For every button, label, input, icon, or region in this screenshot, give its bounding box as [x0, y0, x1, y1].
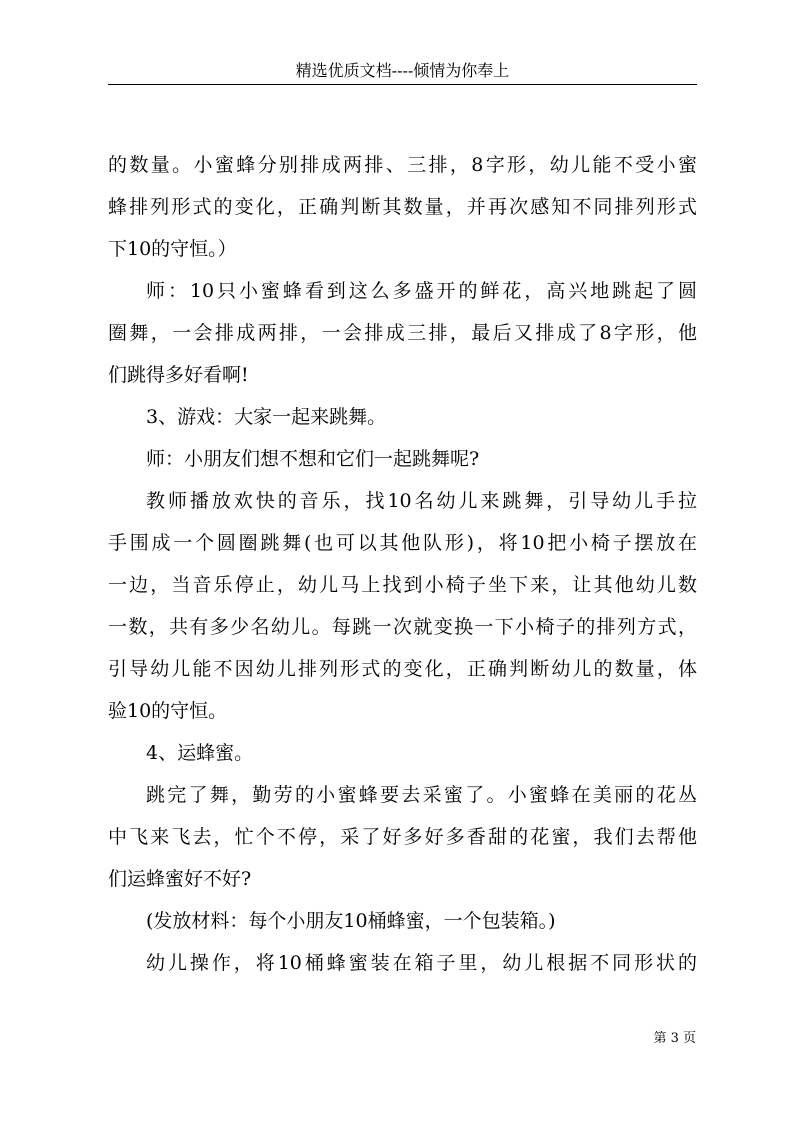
- body-line-17: 中飞来飞去，忙个不停，采了好多好多香甜的花蜜，我们去帮他: [108, 826, 697, 848]
- body-line-10: 手围成一个圆圈跳舞(也可以其他队形)，将10把小椅子摆放在: [108, 532, 697, 554]
- section-heading-game: 3、游戏：大家一起来跳舞。: [146, 406, 387, 428]
- page-number: 第 3 页: [653, 1031, 696, 1046]
- body-line-14: 验10的守恒。: [108, 700, 228, 722]
- body-line-11: 一边，当音乐停止，幼儿马上找到小椅子坐下来，让其他幼儿数: [108, 574, 697, 596]
- body-line-18: 们运蜂蜜好不好?: [108, 868, 252, 890]
- body-line-19: (发放材料：每个小朋友10桶蜂蜜，一个包装箱。): [146, 910, 556, 932]
- body-line-9: 教师播放欢快的音乐，找10名幼儿来跳舞，引导幼儿手拉: [146, 490, 697, 512]
- body-line-8: 师：小朋友们想不想和它们一起跳舞呢?: [146, 448, 480, 470]
- body-line-12: 一数，共有多少名幼儿。每跳一次就变换一下小椅子的排列方式，: [108, 616, 697, 638]
- body-line-5: 圈舞，一会排成两排，一会排成三排，最后又排成了8字形，他: [108, 322, 697, 344]
- body-line-1: 的数量。小蜜蜂分别排成两排、三排，8字形，幼儿能不受小蜜: [108, 154, 697, 176]
- body-line-20: 幼儿操作，将10桶蜂蜜装在箱子里，幼儿根据不同形状的: [146, 952, 697, 974]
- body-line-16: 跳完了舞，勤劳的小蜜蜂要去采蜜了。小蜜蜂在美丽的花丛: [146, 784, 697, 806]
- section-heading-honey: 4、运蜂蜜。: [146, 742, 254, 764]
- body-line-6: 们跳得多好看啊!: [108, 364, 249, 386]
- body-line-2: 蜂排列形式的变化，正确判断其数量，并再次感知不同排列形式: [108, 196, 697, 218]
- page-header-title: 精选优质文档----倾情为你奉上: [295, 61, 510, 80]
- body-line-13: 引导幼儿能不因幼儿排列形式的变化，正确判断幼儿的数量，体: [108, 658, 697, 680]
- body-line-4: 师：10只小蜜蜂看到这么多盛开的鲜花，高兴地跳起了圆: [146, 280, 697, 302]
- body-line-3: 下10的守恒。）: [108, 238, 237, 260]
- header-divider: [108, 84, 697, 85]
